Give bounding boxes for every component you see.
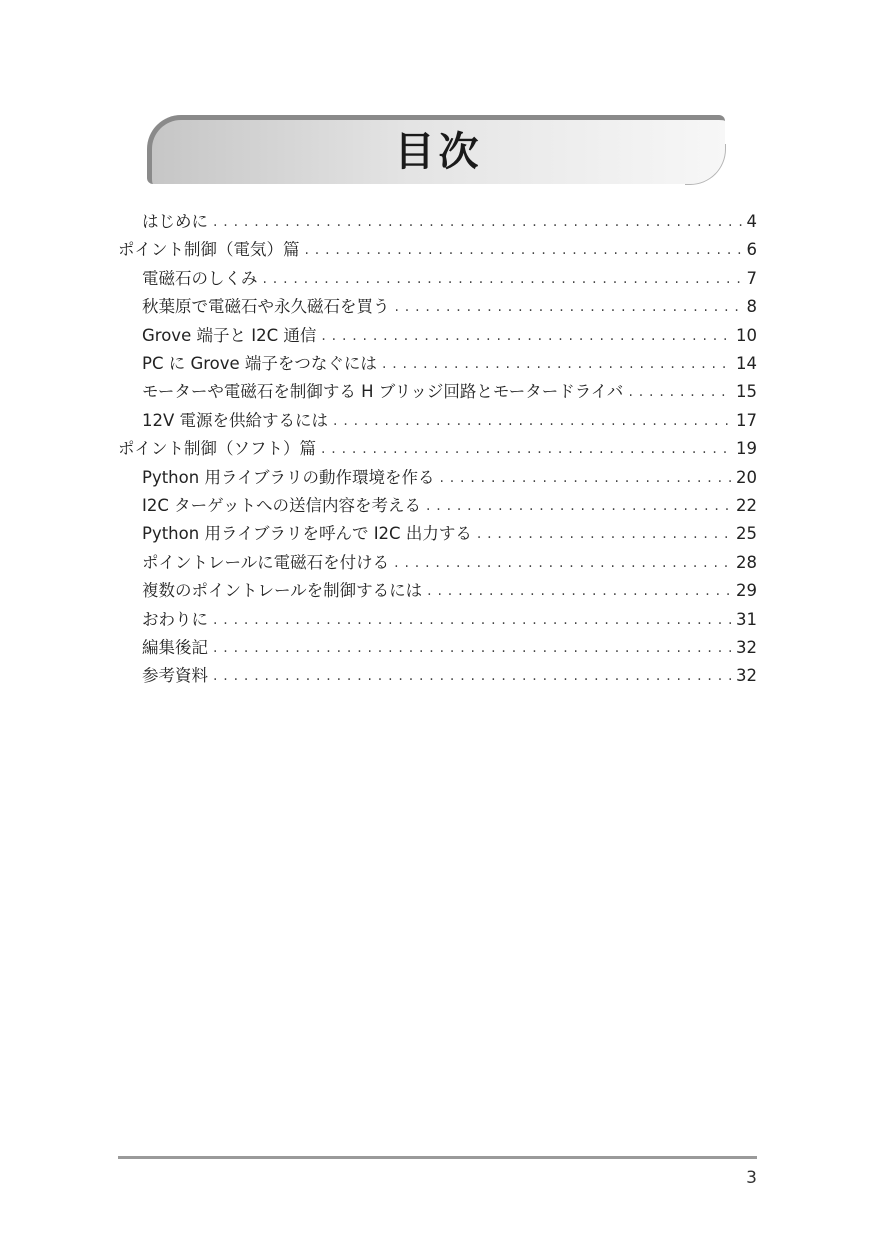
toc-leader-dots	[439, 464, 732, 492]
toc-entry-page: 28	[736, 552, 757, 572]
toc-entry-title: 参考資料	[142, 666, 208, 686]
toc-leader-dots	[305, 236, 743, 264]
toc-entry-page: 31	[736, 609, 757, 629]
toc-entry-page: 15	[736, 382, 757, 402]
toc-entry[interactable]	[118, 236, 757, 264]
toc-entry[interactable]	[142, 492, 757, 520]
toc-entry[interactable]	[142, 577, 757, 605]
toc-entry[interactable]	[142, 208, 757, 236]
toc-entry-title: 編集後記	[142, 638, 208, 657]
toc-entry-page: 19	[736, 439, 757, 459]
toc-entry-page: 32	[736, 638, 757, 657]
toc-title-banner	[147, 115, 725, 184]
toc-entry-title: はじめに	[142, 212, 208, 231]
toc-entry[interactable]	[142, 520, 757, 548]
toc-entry-title: 秋葉原で電磁石や永久磁石を買う	[142, 297, 390, 317]
toc-leader-dots	[382, 350, 732, 378]
toc-entry[interactable]	[142, 293, 757, 321]
toc-entry[interactable]	[118, 435, 757, 463]
toc-entry-title: おわりに	[142, 609, 208, 629]
toc-leader-dots	[213, 606, 732, 634]
toc-entry[interactable]	[142, 662, 757, 690]
footer-divider	[118, 1156, 757, 1159]
toc-entry[interactable]	[142, 322, 757, 350]
toc-leader-dots	[263, 265, 743, 293]
toc-leader-dots	[213, 662, 732, 690]
toc-entry-title: I2C ターゲットへの送信内容を考える	[142, 496, 421, 515]
toc-leader-dots	[426, 492, 732, 520]
page-title: 目次	[394, 129, 483, 175]
toc-entry-page: 7	[746, 268, 757, 288]
toc-entry[interactable]	[142, 464, 757, 492]
toc-entry[interactable]	[142, 634, 757, 662]
toc-entry-page: 4	[746, 212, 757, 231]
toc-entry-title: モーターや電磁石を制御する H ブリッジ回路とモータードライバ	[142, 382, 624, 402]
toc-entry[interactable]	[142, 378, 757, 406]
toc-entry-title: ポイント制御（電気）篇	[118, 240, 300, 260]
toc-entry[interactable]	[142, 606, 757, 634]
toc-leader-dots	[427, 577, 732, 605]
toc-entry-page: 14	[736, 354, 757, 373]
toc-entry-page: 8	[746, 297, 757, 317]
toc-entry-title: ポイントレールに電磁石を付ける	[142, 552, 390, 572]
toc-leader-dots	[213, 208, 743, 236]
toc-entry[interactable]	[142, 265, 757, 293]
toc-leader-dots	[321, 322, 732, 350]
toc-leader-dots	[628, 378, 732, 406]
page-number: 3	[746, 1168, 757, 1188]
toc-leader-dots	[333, 407, 732, 435]
toc-entry-title: 12V 電源を供給するには	[142, 410, 329, 430]
toc-leader-dots	[321, 435, 732, 463]
toc-entry-page: 10	[736, 325, 757, 345]
toc-entry-title: ポイント制御（ソフト）篇	[118, 439, 316, 459]
toc-entry-title: Python 用ライブラリを呼んで I2C 出力する	[142, 524, 472, 544]
toc-entry-page: 32	[736, 666, 757, 686]
toc-entry-title: 複数のポイントレールを制御するには	[142, 581, 423, 601]
toc-entry-page: 25	[736, 524, 757, 544]
toc-leader-dots	[394, 549, 732, 577]
toc-entry-page: 20	[736, 467, 757, 487]
toc-entry-page: 22	[736, 496, 757, 515]
toc-leader-dots	[395, 293, 743, 321]
toc-entry-page: 17	[736, 410, 757, 430]
toc-entry-title: Grove 端子と I2C 通信	[142, 325, 317, 345]
toc-entry[interactable]	[142, 549, 757, 577]
toc-entry[interactable]	[142, 407, 757, 435]
toc-entry[interactable]	[142, 350, 757, 378]
toc-entry-title: 電磁石のしくみ	[142, 268, 258, 288]
toc-leader-dots	[213, 634, 732, 662]
toc-entry-title: Python 用ライブラリの動作環境を作る	[142, 467, 435, 487]
toc-leader-dots	[477, 520, 732, 548]
toc-entry-title: PC に Grove 端子をつなぐには	[142, 354, 377, 373]
toc-entry-page: 29	[736, 581, 757, 601]
toc-entry-page: 6	[746, 240, 757, 260]
